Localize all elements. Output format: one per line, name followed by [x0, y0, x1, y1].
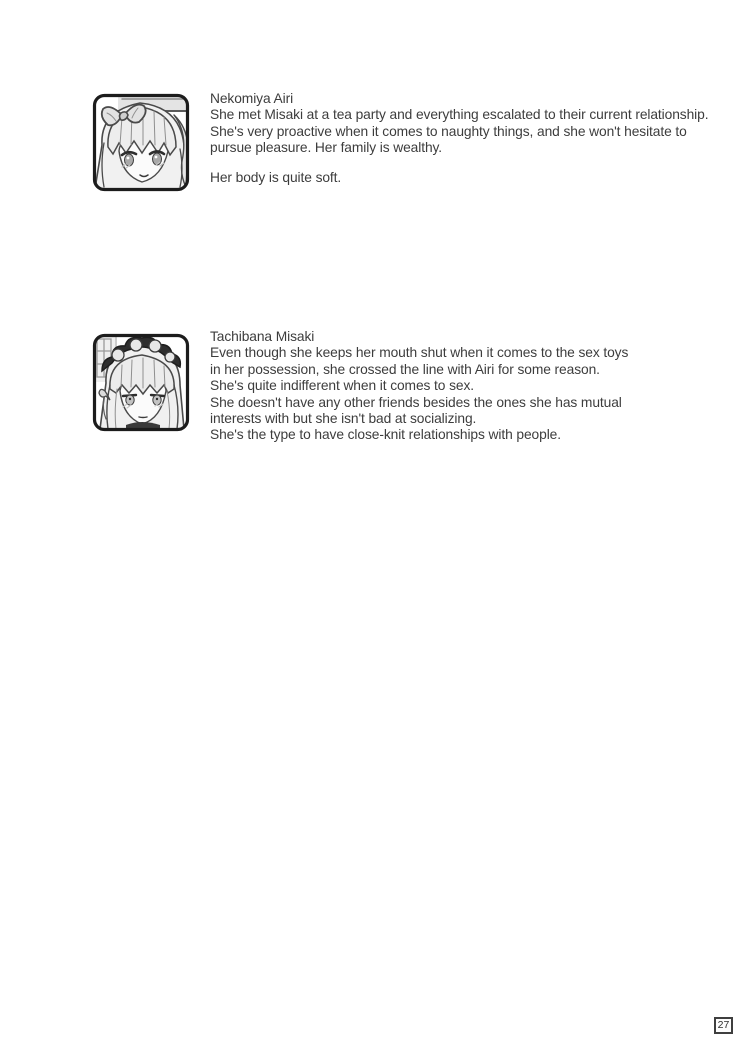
bio-line: Even though she keeps her mouth shut when it comes to the sex toys	[210, 345, 629, 361]
airi-portrait-icon	[92, 93, 190, 192]
misaki-portrait	[92, 333, 190, 432]
bio-line: She's quite indifferent when it comes to sex.	[210, 378, 475, 394]
character-name: Nekomiya Airi	[210, 91, 294, 106]
bio-line: She met Misaki at a tea party and everything escalated to their current relationship.	[210, 107, 709, 123]
bio-line: in her possession, she crossed the line with Airi for some reason.	[210, 361, 600, 377]
page-number-badge: 27	[714, 1017, 733, 1034]
bio-line: Her body is quite soft.	[210, 169, 342, 185]
bio-paragraph	[210, 345, 730, 443]
bio-paragraph	[210, 170, 730, 186]
airi-portrait	[92, 93, 190, 192]
bio-line: pursue pleasure. Her family is wealthy.	[210, 140, 443, 156]
bio-line: She doesn't have any other friends besides the ones she has mutual	[210, 394, 622, 410]
misaki-text-block	[210, 329, 730, 444]
bio-paragraph	[210, 107, 730, 156]
bio-line: She's the type to have close-knit relationships with people.	[210, 427, 561, 443]
airi-text-block	[210, 91, 730, 186]
bio-line: interests with but she isn't bad at socializing.	[210, 411, 477, 427]
character-name: Tachibana Misaki	[210, 329, 315, 344]
bio-line: She's very proactive when it comes to naughty things, and she won't hesitate to	[210, 123, 687, 139]
misaki-portrait-icon	[92, 333, 190, 432]
